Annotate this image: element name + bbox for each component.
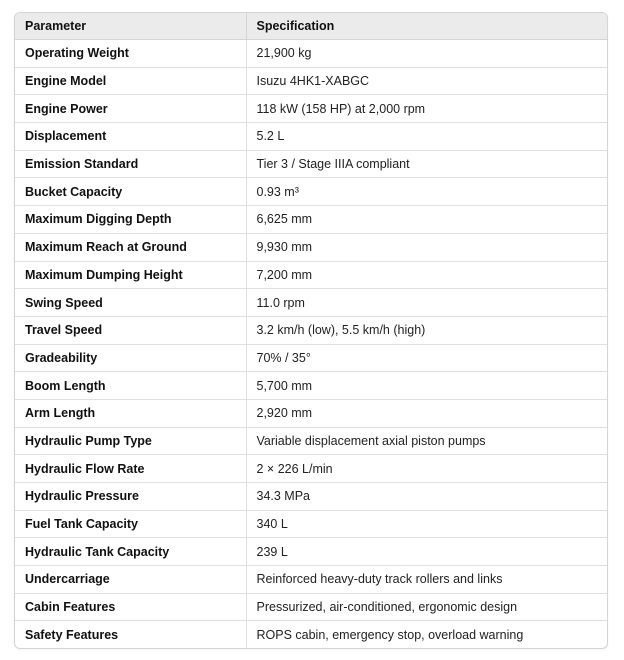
table-header [15,13,607,40]
table-row [15,95,607,123]
parameter-cell: Safety Features [15,621,246,648]
specification-cell: 239 L [246,538,607,566]
parameter-cell: Swing Speed [15,289,246,317]
table-row [15,178,607,206]
parameter-cell: Displacement [15,123,246,151]
table-row [15,538,607,566]
specification-cell: Pressurized, air-conditioned, ergonomic design [246,593,607,621]
specification-cell: 3.2 km/h (low), 5.5 km/h (high) [246,316,607,344]
spec-table-container [14,12,608,649]
table-row [15,455,607,483]
specification-cell: 2,920 mm [246,399,607,427]
table-row [15,427,607,455]
table-row [15,316,607,344]
parameter-cell: Cabin Features [15,593,246,621]
parameter-cell: Undercarriage [15,566,246,594]
parameter-cell: Engine Model [15,67,246,95]
parameter-cell: Gradeability [15,344,246,372]
specification-cell: 7,200 mm [246,261,607,289]
specification-cell: Reinforced heavy-duty track rollers and links [246,566,607,594]
table-row [15,289,607,317]
parameter-cell: Arm Length [15,399,246,427]
table-row [15,399,607,427]
table-body [15,40,607,649]
table-row [15,261,607,289]
parameter-cell: Hydraulic Flow Rate [15,455,246,483]
parameter-cell: Maximum Dumping Height [15,261,246,289]
parameter-cell: Bucket Capacity [15,178,246,206]
table-row [15,67,607,95]
table-row [15,233,607,261]
table-row [15,344,607,372]
parameter-cell: Travel Speed [15,316,246,344]
spec-table [15,13,607,648]
table-row [15,566,607,594]
specification-cell: ROPS cabin, emergency stop, overload warning [246,621,607,648]
header-parameter: Parameter [15,13,246,40]
parameter-cell: Emission Standard [15,150,246,178]
specification-cell: 11.0 rpm [246,289,607,317]
parameter-cell: Hydraulic Pressure [15,483,246,511]
parameter-cell: Hydraulic Pump Type [15,427,246,455]
table-row [15,123,607,151]
parameter-cell: Fuel Tank Capacity [15,510,246,538]
table-row [15,372,607,400]
parameter-cell: Boom Length [15,372,246,400]
specification-cell: 5,700 mm [246,372,607,400]
specification-cell: 34.3 MPa [246,483,607,511]
specification-cell: 118 kW (158 HP) at 2,000 rpm [246,95,607,123]
specification-cell: Variable displacement axial piston pumps [246,427,607,455]
table-row [15,483,607,511]
table-row [15,593,607,621]
table-row [15,510,607,538]
specification-cell: Tier 3 / Stage IIIA compliant [246,150,607,178]
parameter-cell: Hydraulic Tank Capacity [15,538,246,566]
specification-cell: Isuzu 4HK1-XABGC [246,67,607,95]
table-row [15,206,607,234]
table-row [15,621,607,648]
specification-cell: 6,625 mm [246,206,607,234]
parameter-cell: Maximum Reach at Ground [15,233,246,261]
table-row [15,150,607,178]
table-row [15,40,607,68]
header-row [15,13,607,40]
specification-cell: 2 × 226 L/min [246,455,607,483]
specification-cell: 70% / 35° [246,344,607,372]
parameter-cell: Engine Power [15,95,246,123]
specification-cell: 9,930 mm [246,233,607,261]
specification-cell: 340 L [246,510,607,538]
specification-cell: 0.93 m³ [246,178,607,206]
header-specification: Specification [246,13,607,40]
specification-cell: 5.2 L [246,123,607,151]
parameter-cell: Operating Weight [25,46,129,61]
parameter-cell: Maximum Digging Depth [15,206,246,234]
specification-cell: 21,900 kg [246,40,607,68]
